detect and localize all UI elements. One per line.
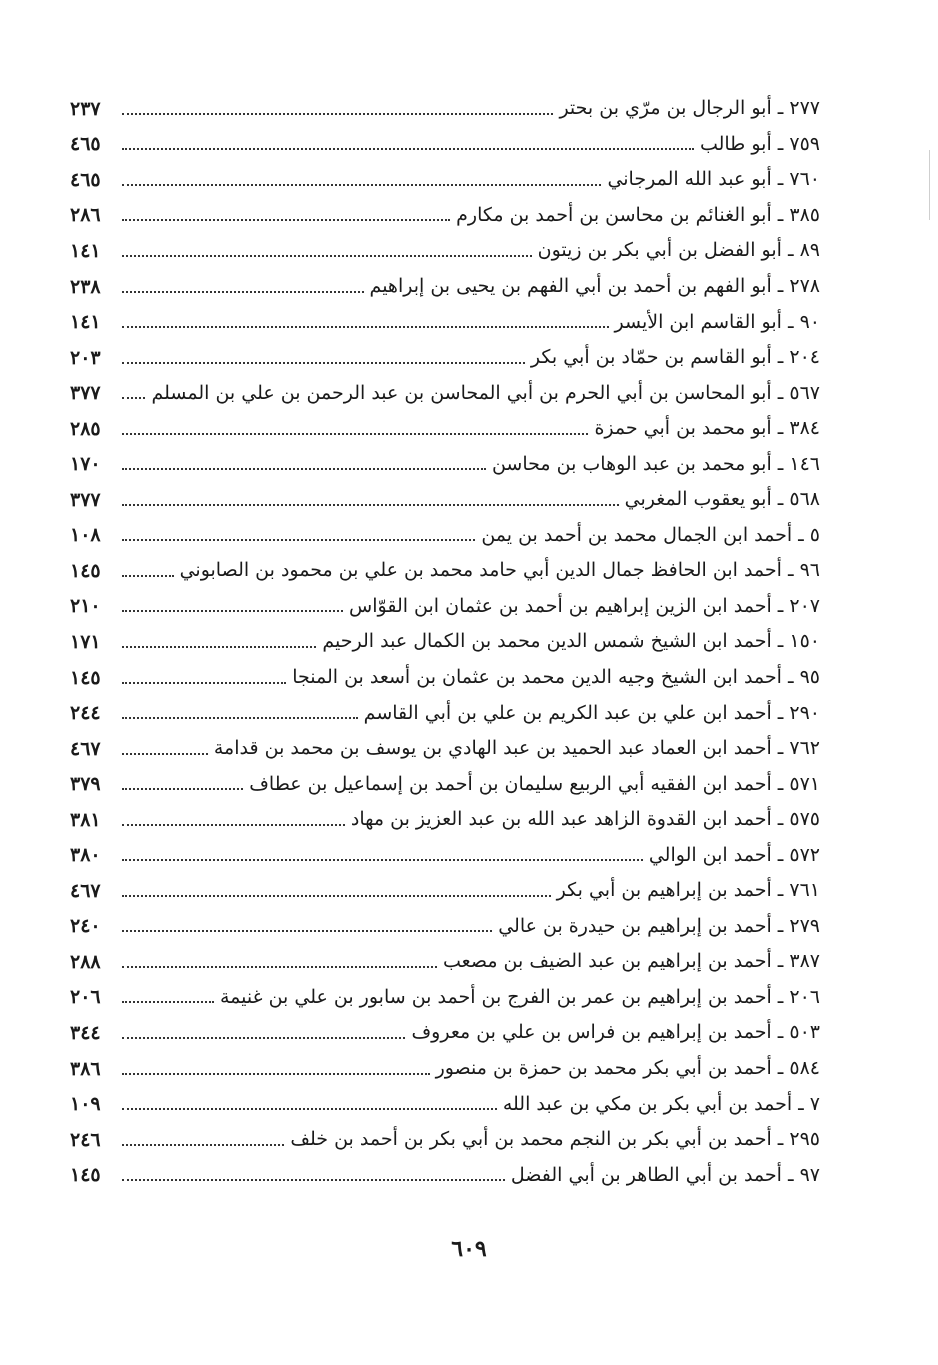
dot-leader — [122, 930, 492, 932]
entry-page-number: ٤٦٥ — [70, 168, 101, 191]
entry-title: ٢٠٧ ـ أحمد ابن الزين إبراهيم بن أحمد بن عثمان ابن القوّاس — [349, 594, 820, 617]
index-entry — [70, 873, 820, 909]
dot-leader — [122, 255, 532, 257]
entry-title: ٩٥ ـ أحمد ابن الشيخ وجيه الدين محمد بن عثمان بن أسعد بن المنجا — [292, 666, 820, 689]
entry-title: ٥٦٧ ـ أبو المحاسن بن أبي الحرم بن أبي المحاسن بن عبد الرحمن بن علي بن المسلم — [151, 381, 820, 404]
entry-page-number: ٣٨١ — [70, 808, 101, 831]
index-entry — [70, 340, 820, 376]
entry-page-number: ٢٨٥ — [70, 417, 101, 440]
dot-leader — [122, 219, 450, 221]
entry-page-number: ١٤٥ — [70, 559, 101, 582]
index-entry — [70, 127, 820, 163]
entry-title: ٢٧٨ ـ أبو الفهم بن أحمد بن أبي الفهم بن يحيى بن إبراهيم — [369, 275, 820, 297]
index-entry — [70, 446, 820, 482]
index-entry — [70, 660, 820, 696]
entry-title: ٢٠٤ ـ أبو القاسم بن حمّاد بن أبي بكر — [530, 346, 820, 369]
entry-page-number: ١٤٥ — [70, 1164, 101, 1187]
entry-title: ٣٨٧ ـ أحمد بن إبراهيم بن عبد الضيف بن مصعب — [443, 950, 820, 973]
dot-leader — [122, 113, 553, 115]
entry-page-number: ٢١٠ — [70, 595, 101, 618]
entry-title: ٥٠٣ ـ أحمد بن إبراهيم بن فراس بن علي بن معروف — [411, 1021, 820, 1044]
index-entry — [70, 1157, 820, 1193]
entry-title: ١٥٠ ـ أحمد ابن الشيخ شمس الدين محمد بن الكمال عبد الرحيم — [322, 630, 820, 653]
index-entry — [70, 518, 820, 554]
index-entry — [70, 304, 820, 340]
index-entry — [70, 91, 820, 127]
entry-title: ٥٦٨ ـ أبو يعقوب المغربي — [624, 488, 820, 511]
index-entry — [70, 731, 820, 767]
index-entry — [70, 553, 820, 589]
entry-title: ٢٠٦ ـ أحمد بن إبراهيم بن عمر بن الفرج بن أحمد بن سابور بن علي بن غنيمة — [219, 985, 820, 1008]
entry-page-number: ٤٦٥ — [70, 133, 101, 156]
index-list — [70, 91, 820, 1193]
index-entry — [70, 944, 820, 980]
dot-leader — [122, 1001, 214, 1003]
entry-page-number: ١٠٨ — [70, 524, 101, 547]
dot-leader — [122, 1179, 505, 1181]
entry-page-number: ٢٣٨ — [70, 275, 101, 298]
dot-leader — [122, 966, 437, 968]
index-entry — [70, 1015, 820, 1051]
entry-title: ٢٩٠ ـ أحمد ابن علي بن عبد الكريم بن علي بن أبي القاسم — [363, 701, 820, 724]
dot-leader — [122, 148, 694, 150]
index-entry — [70, 766, 820, 802]
entry-page-number: ٣٧٧ — [70, 382, 101, 405]
entry-page-number: ٢٤٤ — [70, 702, 101, 725]
entry-page-number: ٣٧٧ — [70, 488, 101, 511]
entry-page-number: ٢٣٧ — [70, 97, 101, 120]
index-entry — [70, 375, 820, 411]
entry-title: ٩٧ ـ أحمد بن أبي الطاهر بن أبي الفضل — [510, 1163, 820, 1186]
index-entry — [70, 802, 820, 838]
entry-title: ٣٨٥ ـ أبو الغنائم بن محاسن بن أحمد بن مكارم — [456, 203, 820, 226]
entry-title: ٨٩ ـ أبو الفضل بن أبي بكر بن زيتون — [537, 239, 820, 262]
entry-title: ٧٦٢ ـ أحمد ابن العماد عبد الحميد بن عبد الهادي بن يوسف بن محمد بن قدامة — [213, 737, 820, 760]
dot-leader — [122, 646, 316, 648]
dot-leader — [122, 753, 208, 755]
entry-page-number: ٤٦٧ — [70, 879, 101, 902]
entry-title: ٧٥٩ ـ أبو طالب — [699, 132, 820, 155]
entry-title: ٥٧٥ ـ أحمد ابن القدوة الزاهد عبد الله بن عبد العزيز بن مهاد — [350, 808, 820, 831]
dot-leader — [122, 1073, 430, 1075]
dot-leader — [122, 362, 525, 364]
entry-page-number: ١٠٩ — [70, 1093, 101, 1116]
entry-title: ٢٩٥ ـ أحمد بن أبي بكر بن النجم محمد بن أبي بكر بن أحمد بن خلف — [290, 1128, 820, 1151]
entry-page-number: ١٧١ — [70, 630, 101, 653]
dot-leader — [122, 433, 588, 435]
entry-title: ٢٧٧ ـ أبو الرجال بن مرّي بن بحتر — [559, 97, 820, 120]
dot-leader — [122, 1108, 497, 1110]
entry-page-number: ٢٤٠ — [70, 915, 101, 938]
entry-page-number: ١٤١ — [70, 311, 101, 334]
entry-title: ٩٠ ـ أبو القاسم ابن الأيسر — [614, 310, 820, 333]
dot-leader — [122, 575, 174, 577]
entry-title: ٩٦ ـ أحمد ابن الحافظ جمال الدين أبي حامد محمد بن علي بن محمود بن الصابوني — [179, 559, 820, 582]
dot-leader — [122, 397, 145, 399]
index-entry — [70, 162, 820, 198]
entry-title: ٥٧١ ـ أحمد ابن الفقيه أبي الربيع سليمان بن أحمد بن إسماعيل بن عطاف — [249, 772, 820, 795]
index-entry — [70, 695, 820, 731]
index-entry — [70, 589, 820, 625]
index-entry — [70, 909, 820, 945]
entry-page-number: ٣٤٤ — [70, 1021, 101, 1044]
entry-page-number: ٣٨٦ — [70, 1057, 101, 1080]
entry-title: ٧٦١ ـ أحمد بن إبراهيم بن أبي بكر — [556, 879, 820, 902]
entry-title: ٥٧٢ ـ أحمد ابن الوالي — [648, 843, 820, 866]
entry-page-number: ٤٦٧ — [70, 737, 101, 760]
dot-leader — [122, 610, 343, 612]
index-entry — [70, 411, 820, 447]
page-number: ٦٠٩ — [451, 1236, 487, 1262]
dot-leader — [122, 504, 619, 506]
index-entry — [70, 1122, 820, 1158]
entry-page-number: ٣٧٩ — [70, 773, 101, 796]
entry-page-number: ٢٠٣ — [70, 346, 101, 369]
dot-leader — [122, 291, 364, 293]
dot-leader — [122, 1144, 284, 1146]
dot-leader — [122, 859, 643, 861]
entry-title: ٥٨٤ ـ أحمد بن أبي بكر محمد بن حمزة بن منصور — [435, 1057, 820, 1080]
entry-page-number: ١٤١ — [70, 239, 101, 262]
index-entry — [70, 980, 820, 1016]
index-entry — [70, 198, 820, 234]
dot-leader — [122, 184, 601, 186]
dot-leader — [122, 682, 286, 684]
entry-title: ٣٨٤ ـ أبو محمد بن أبي حمزة — [594, 417, 820, 440]
dot-leader — [122, 824, 345, 826]
entry-page-number: ٢٨٨ — [70, 950, 101, 973]
dot-leader — [122, 1037, 405, 1039]
index-entry — [70, 1086, 820, 1122]
entry-title: ٢٧٩ ـ أحمد بن إبراهيم بن حيدرة بن عالي — [498, 914, 820, 937]
index-entry — [70, 233, 820, 269]
index-entry — [70, 1051, 820, 1087]
index-entry — [70, 624, 820, 660]
index-entry — [70, 269, 820, 305]
entry-page-number: ٢٠٦ — [70, 986, 101, 1009]
entry-page-number: ٢٤٦ — [70, 1128, 101, 1151]
entry-page-number: ٢٨٦ — [70, 204, 101, 227]
scan-gutter-mark — [929, 150, 930, 220]
dot-leader — [122, 788, 243, 790]
entry-title: ٧ ـ أحمد بن أبي بكر بن مكي بن عبد الله — [502, 1092, 820, 1115]
dot-leader — [122, 895, 551, 897]
dot-leader — [122, 326, 609, 328]
entry-page-number: ٣٨٠ — [70, 844, 101, 867]
index-entry — [70, 482, 820, 518]
dot-leader — [122, 539, 475, 541]
dot-leader — [122, 717, 358, 719]
entry-title: ١٤٦ ـ أبو محمد بن عبد الوهاب بن محاسن — [491, 452, 820, 475]
entry-title: ٧٦٠ ـ أبو عبد الله المرجاني — [607, 168, 820, 191]
entry-page-number: ١٧٠ — [70, 453, 101, 476]
index-entry — [70, 837, 820, 873]
entry-page-number: ١٤٥ — [70, 666, 101, 689]
entry-title: ٥ ـ أحمد ابن الجمال محمد بن أحمد بن يمن — [481, 523, 820, 546]
dot-leader — [122, 468, 486, 470]
